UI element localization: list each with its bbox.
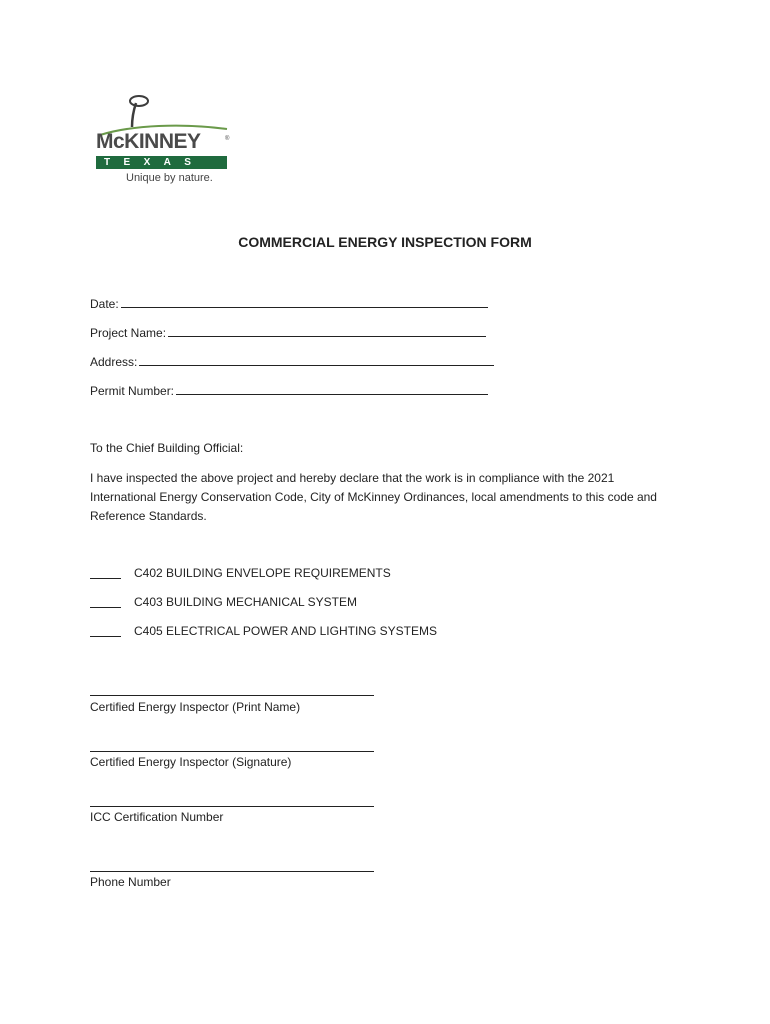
address-line[interactable] (139, 353, 494, 366)
permit-number-line[interactable] (176, 382, 488, 395)
checklist-label: C403 BUILDING MECHANICAL SYSTEM (134, 595, 357, 609)
project-name-line[interactable] (168, 324, 486, 337)
salutation: To the Chief Building Official: (90, 441, 244, 455)
icc-certification-label: ICC Certification Number (90, 810, 224, 824)
signature-line[interactable] (90, 751, 374, 752)
date-label: Date: (90, 297, 119, 311)
project-name-label: Project Name: (90, 326, 167, 340)
signature-label: Certified Energy Inspector (Signature) (90, 755, 292, 769)
checklist-item-c405[interactable] (90, 624, 437, 640)
checklist-label: C405 ELECTRICAL POWER AND LIGHTING SYSTEMS (134, 624, 437, 638)
address-field[interactable] (90, 353, 494, 369)
checklist-label: C402 BUILDING ENVELOPE REQUIREMENTS (134, 566, 391, 580)
form-title: COMMERCIAL ENERGY INSPECTION FORM (238, 234, 532, 250)
phone-number-label: Phone Number (90, 875, 171, 889)
logo-state-band: TEXAS (96, 156, 227, 169)
logo-registered-mark: ® (225, 136, 230, 142)
permit-number-field[interactable] (90, 382, 488, 398)
declaration-paragraph: I have inspected the above project and hereby declare that the work is in compliance with the 2021 International Energy Conservation Code, City of McKinney Ordinances, local amendments to this code and Reference Standards. (90, 471, 657, 523)
checklist-blank[interactable] (90, 595, 121, 608)
date-field[interactable] (90, 295, 488, 311)
checklist-blank[interactable] (90, 566, 121, 579)
permit-number-label: Permit Number: (90, 384, 175, 398)
print-name-line[interactable] (90, 695, 374, 696)
mckinney-logo (92, 95, 232, 187)
checklist-item-c403[interactable] (90, 595, 357, 611)
checklist-item-c402[interactable] (90, 566, 391, 582)
project-name-field[interactable] (90, 324, 486, 340)
address-label: Address: (90, 355, 138, 369)
checklist-blank[interactable] (90, 624, 121, 637)
print-name-label: Certified Energy Inspector (Print Name) (90, 700, 301, 714)
logo-wordmark: McKINNEY (96, 130, 201, 153)
icc-certification-line[interactable] (90, 806, 374, 807)
logo-tagline: Unique by nature. (126, 172, 213, 184)
date-line[interactable] (121, 295, 488, 308)
phone-number-line[interactable] (90, 871, 374, 872)
